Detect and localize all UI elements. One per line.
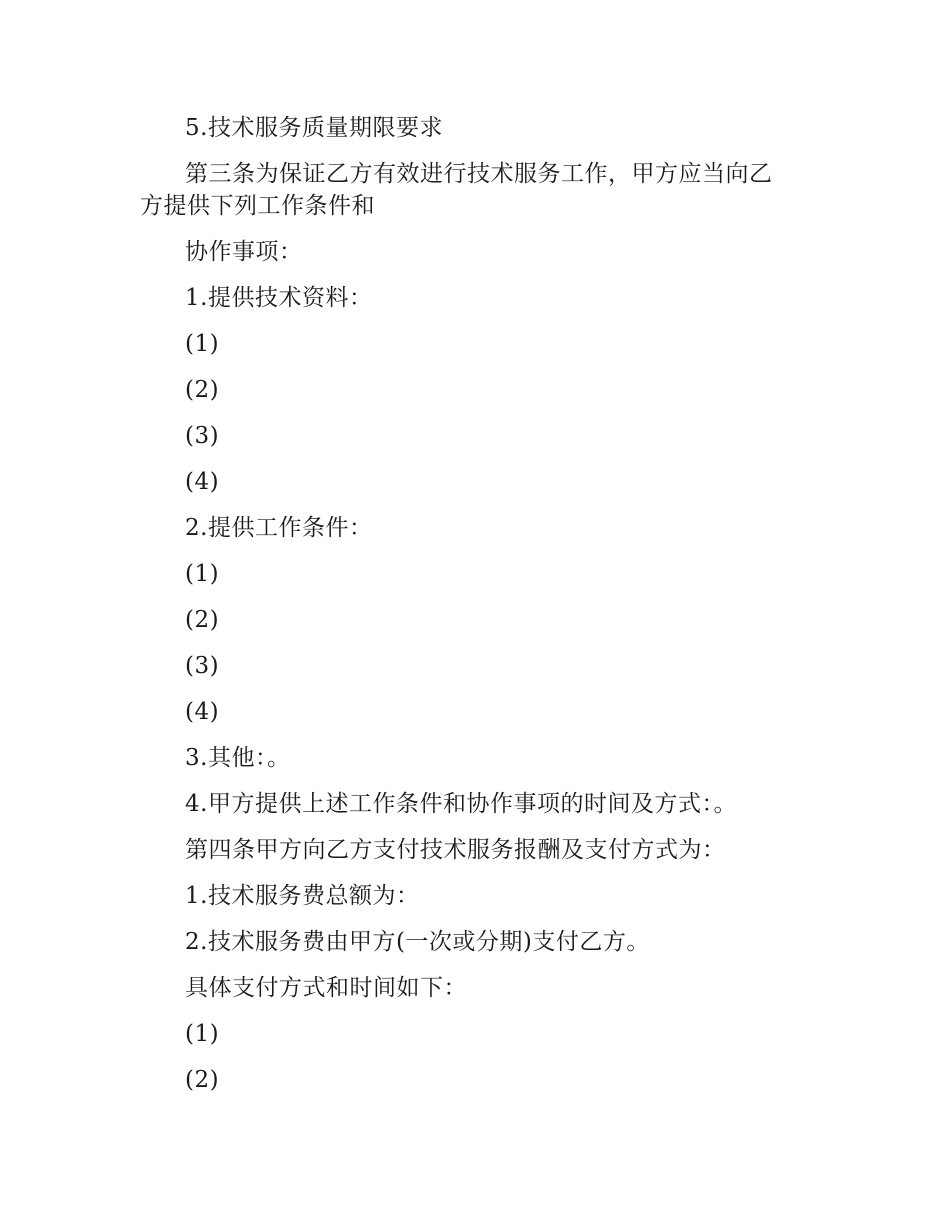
cooperation-items-heading: 协作事项： xyxy=(185,239,303,265)
payment-item-1: (1) xyxy=(185,1021,220,1047)
payment-item-2: (2) xyxy=(185,1067,220,1093)
conditions-item-3: (3) xyxy=(185,653,220,679)
fee-payment-item: 2.技术服务费由甲方(一次或分期)支付乙方。 xyxy=(185,929,650,955)
clause-three-line-1: 第三条为保证乙方有效进行技术服务工作，甲方应当向乙 xyxy=(185,161,773,187)
total-fee-item: 1.技术服务费总额为： xyxy=(185,883,420,909)
provide-work-conditions: 2.提供工作条件： xyxy=(185,515,373,541)
provide-tech-materials: 1.提供技术资料： xyxy=(185,285,373,311)
time-and-method-item: 4.甲方提供上述工作条件和协作事项的时间及方式：。 xyxy=(185,791,737,817)
clause-four-heading: 第四条甲方向乙方支付技术服务报酬及支付方式为： xyxy=(185,837,726,863)
materials-item-4: (4) xyxy=(185,469,220,495)
materials-item-2: (2) xyxy=(185,377,220,403)
conditions-item-2: (2) xyxy=(185,607,220,633)
other-item: 3.其他：。 xyxy=(185,745,291,771)
conditions-item-1: (1) xyxy=(185,561,220,587)
clause-item-5-quality-period: 5.技术服务质量期限要求 xyxy=(185,115,443,141)
materials-item-3: (3) xyxy=(185,423,220,449)
materials-item-1: (1) xyxy=(185,331,220,357)
clause-three-line-2: 方提供下列工作条件和 xyxy=(140,193,375,219)
clause-three-paragraph xyxy=(140,158,820,222)
conditions-item-4: (4) xyxy=(185,699,220,725)
payment-schedule-heading: 具体支付方式和时间如下： xyxy=(185,975,467,1001)
